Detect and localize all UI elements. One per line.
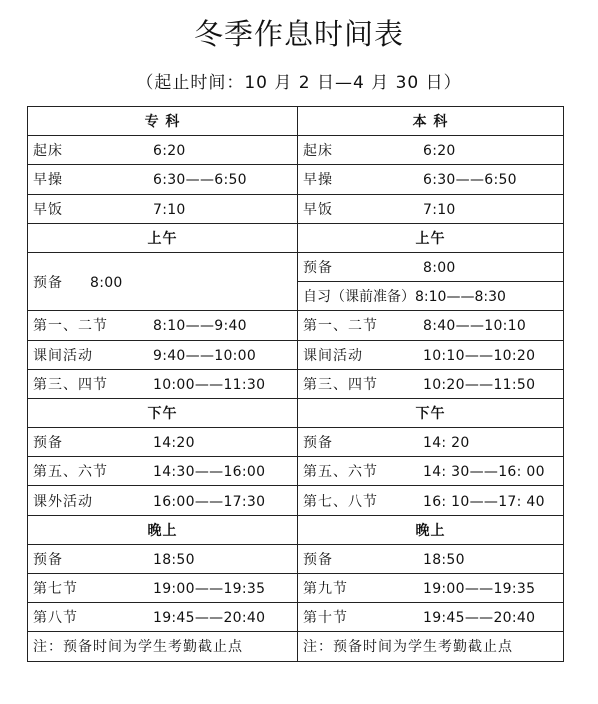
item-name: 第五、六节 xyxy=(33,464,108,481)
page-subtitle: （起止时间：10 月 2 日—4 月 30 日） xyxy=(136,73,462,93)
item-name: 预备 xyxy=(33,274,63,291)
right-cell xyxy=(298,428,564,457)
item-time: 10:00——11:30 xyxy=(153,376,266,393)
item-name: 第七、八节 xyxy=(303,493,378,510)
item-name: 课外活动 xyxy=(33,493,93,510)
item-time: 19:45——20:40 xyxy=(153,610,266,627)
section-label-evening-left: 晚上 xyxy=(28,515,298,544)
item-time: 19:45——20:40 xyxy=(423,610,536,627)
item-time: 16: 10——17: 40 xyxy=(423,493,545,510)
section-row-morning xyxy=(28,223,564,252)
item-time: 8:00 xyxy=(423,260,456,277)
item-name: 预备 xyxy=(303,435,333,452)
item-name: 第三、四节 xyxy=(303,376,378,393)
item-time: 14:30——16:00 xyxy=(153,464,266,481)
section-label-morning-right: 上午 xyxy=(298,223,564,252)
table-row xyxy=(28,340,564,369)
page-title: 冬季作息时间表 xyxy=(193,17,404,51)
table-row xyxy=(28,165,564,194)
section-row-afternoon xyxy=(28,398,564,427)
left-cell xyxy=(28,136,298,165)
item-name: 课间活动 xyxy=(33,347,93,364)
section-label-afternoon-left: 下午 xyxy=(28,398,298,427)
left-cell xyxy=(28,486,298,515)
table-row xyxy=(28,603,564,632)
item-time: 19:00——19:35 xyxy=(153,581,266,598)
item-time: 7:10 xyxy=(423,201,456,218)
item-time: 8:00 xyxy=(90,274,123,291)
item-time: 18:50 xyxy=(423,551,465,568)
item-time: 19:00——19:35 xyxy=(423,581,536,598)
section-label-evening-right: 晚上 xyxy=(298,515,564,544)
item-time: 14: 20 xyxy=(423,435,470,452)
left-cell-prep-morning xyxy=(28,252,298,310)
right-cell xyxy=(298,544,564,573)
left-cell xyxy=(28,165,298,194)
note-left: 注：预备时间为学生考勤截止点 xyxy=(28,632,298,661)
left-cell xyxy=(28,544,298,573)
right-cell xyxy=(298,457,564,486)
item-name: 自习（课前准备） xyxy=(303,289,415,306)
right-cell-self-study xyxy=(298,282,564,311)
right-cell xyxy=(298,165,564,194)
table-row xyxy=(28,369,564,398)
item-name: 第五、六节 xyxy=(303,464,378,481)
item-time: 8:10——8:30 xyxy=(415,289,506,306)
left-cell xyxy=(28,311,298,340)
note-row xyxy=(28,632,564,661)
item-time: 6:30——6:50 xyxy=(423,172,517,189)
item-name: 课间活动 xyxy=(303,347,363,364)
item-name: 预备 xyxy=(303,551,333,568)
section-label-morning-left: 上午 xyxy=(28,223,298,252)
item-time: 18:50 xyxy=(153,551,195,568)
right-cell xyxy=(298,136,564,165)
item-time: 6:20 xyxy=(423,143,456,160)
item-name: 早操 xyxy=(33,172,63,189)
item-name: 起床 xyxy=(303,143,333,160)
table-row xyxy=(28,136,564,165)
right-cell xyxy=(298,252,564,281)
left-cell xyxy=(28,194,298,223)
left-cell xyxy=(28,574,298,603)
item-time: 14: 30——16: 00 xyxy=(423,464,545,481)
item-name: 第八节 xyxy=(33,610,78,627)
table-row xyxy=(28,252,564,281)
left-cell xyxy=(28,428,298,457)
item-name: 第三、四节 xyxy=(33,376,108,393)
item-time: 6:30——6:50 xyxy=(153,172,247,189)
item-name: 预备 xyxy=(303,260,333,277)
right-cell xyxy=(298,486,564,515)
item-time: 10:20——11:50 xyxy=(423,376,536,393)
item-name: 第十节 xyxy=(303,610,348,627)
left-cell xyxy=(28,340,298,369)
item-time: 8:40——10:10 xyxy=(423,318,527,335)
item-time: 9:40——10:00 xyxy=(153,347,257,364)
left-cell xyxy=(28,603,298,632)
item-time: 7:10 xyxy=(153,201,186,218)
right-cell xyxy=(298,194,564,223)
item-name: 第一、二节 xyxy=(303,318,378,335)
right-cell xyxy=(298,340,564,369)
item-time: 16:00——17:30 xyxy=(153,493,266,510)
item-time: 14:20 xyxy=(153,435,195,452)
table-row xyxy=(28,311,564,340)
item-time: 10:10——10:20 xyxy=(423,347,536,364)
note-right: 注：预备时间为学生考勤截止点 xyxy=(298,632,564,661)
header-zhuanke: 专 科 xyxy=(28,107,298,136)
left-cell xyxy=(28,457,298,486)
table-row xyxy=(28,544,564,573)
item-name: 预备 xyxy=(33,551,63,568)
table-row xyxy=(28,194,564,223)
item-name: 预备 xyxy=(33,435,63,452)
table-row xyxy=(28,428,564,457)
item-name: 早饭 xyxy=(33,201,63,218)
table-row xyxy=(28,574,564,603)
item-time: 6:20 xyxy=(153,143,186,160)
item-time: 8:10——9:40 xyxy=(153,318,247,335)
right-cell xyxy=(298,603,564,632)
right-cell xyxy=(298,574,564,603)
header-row xyxy=(28,107,564,136)
table-row xyxy=(28,486,564,515)
item-name: 早操 xyxy=(303,172,333,189)
section-label-afternoon-right: 下午 xyxy=(298,398,564,427)
schedule-table xyxy=(27,106,564,662)
table-row xyxy=(28,457,564,486)
right-cell xyxy=(298,369,564,398)
item-name: 第一、二节 xyxy=(33,318,108,335)
item-name: 早饭 xyxy=(303,201,333,218)
right-cell xyxy=(298,311,564,340)
item-name: 第九节 xyxy=(303,581,348,598)
section-row-evening xyxy=(28,515,564,544)
item-name: 起床 xyxy=(33,143,63,160)
left-cell xyxy=(28,369,298,398)
item-name: 第七节 xyxy=(33,581,78,598)
header-benke: 本 科 xyxy=(298,107,564,136)
